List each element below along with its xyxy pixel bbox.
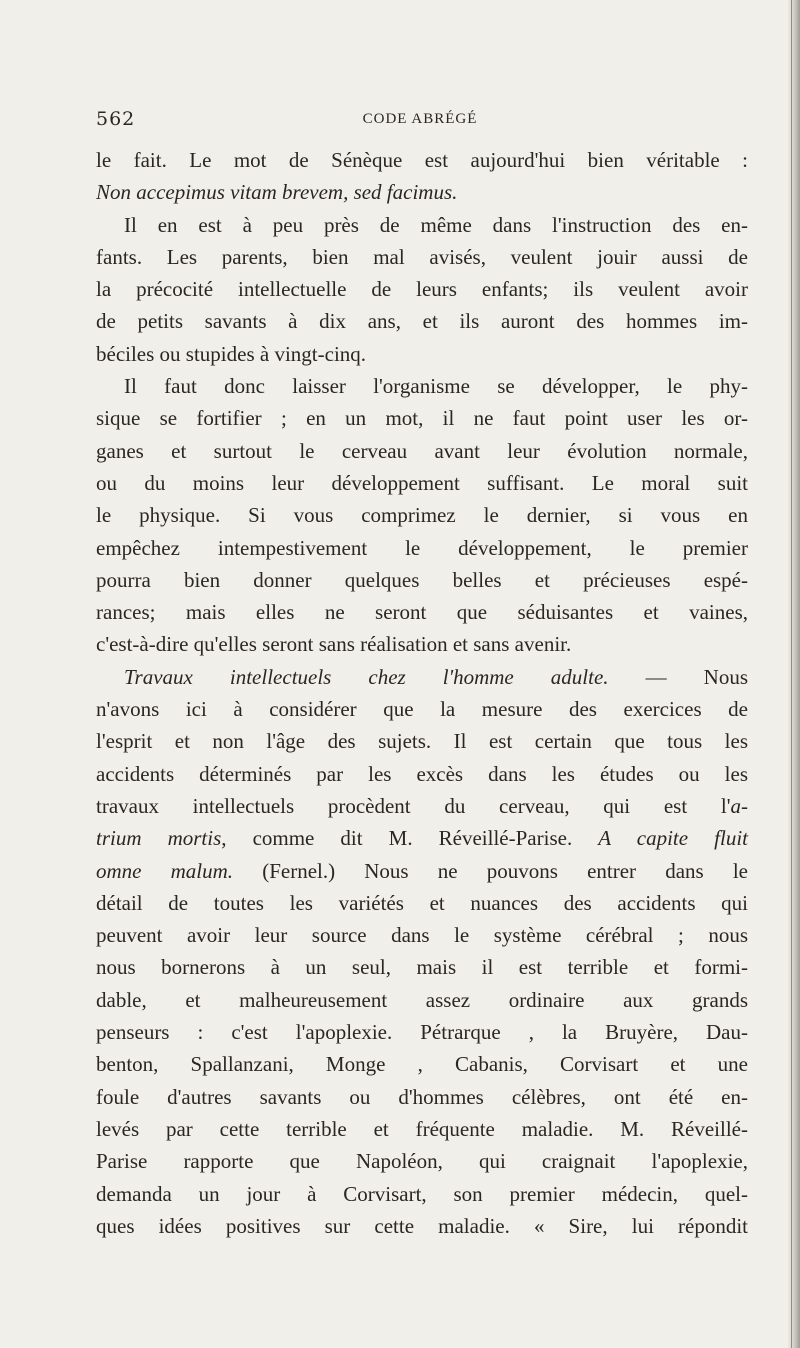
- latin-fragment: a-: [730, 793, 748, 818]
- text-line: accidents déterminés par les excès dans les études ou les: [96, 761, 748, 786]
- text-fragment: travaux intellectuels procèdent du cerveau, qui est l': [96, 793, 731, 818]
- text-line: benton, Spallanzani, Monge , Cabanis, Corvisart et une: [96, 1052, 748, 1077]
- latin-fragment: A capite fluit: [598, 826, 748, 851]
- latin-fragment: omne malum.: [96, 858, 234, 883]
- text-line: pourra bien donner quelques belles et précieuses espé-: [96, 567, 748, 592]
- text-line: nous bornerons à un seul, mais il est terrible et formi-: [96, 955, 748, 980]
- text-line: Parise rapporte que Napoléon, qui craignait l'apoplexie,: [96, 1149, 748, 1174]
- text-line: sique se fortifier ; en un mot, il ne faut point user les or-: [96, 406, 748, 431]
- text-line: ou du moins leur développement suffisant. Le moral suit: [96, 470, 748, 495]
- text-line: l'esprit et non l'âge des sujets. Il est certain que tous les: [96, 729, 748, 754]
- text-line: de petits savants à dix ans, et ils auront des hommes im-: [96, 309, 748, 334]
- body-text: [96, 144, 748, 1242]
- text-line: empêchez intempestivement le développement, le premier: [96, 535, 748, 560]
- latin-fragment: trium mortis: [96, 826, 222, 851]
- text-line: [96, 176, 748, 208]
- page-header: [96, 108, 744, 140]
- text-line: n'avons ici à considérer que la mesure des exercices de: [96, 697, 748, 722]
- text-fragment: (Fernel.) Nous ne pouvons entrer dans le: [233, 858, 748, 883]
- page-edge: [788, 0, 800, 1348]
- running-title: CODE ABRÉGÉ: [362, 111, 478, 127]
- text-line: penseurs : c'est l'apoplexie. Pétrarque , la Bruyère, Dau-: [96, 1020, 748, 1045]
- text-line: levés par cette terrible et fréquente maladie. M. Réveillé-: [96, 1116, 748, 1141]
- text-line: ques idées positives sur cette maladie. « Sire, lui répondit: [96, 1213, 748, 1238]
- text-line: ganes et surtout le cerveau avant leur évolution normale,: [96, 438, 748, 463]
- section-heading-line: [96, 661, 748, 693]
- text-fragment: — Nous: [608, 664, 748, 689]
- text-line: [96, 855, 748, 887]
- text-line: demanda un jour à Corvisart, son premier médecin, quel-: [96, 1181, 748, 1206]
- page-edge-line: [791, 0, 792, 1348]
- text-line: le fait. Le mot de Sénèque est aujourd'hui bien véritable :: [96, 148, 748, 172]
- text-line: rances; mais elles ne seront que séduisantes et vaines,: [96, 600, 748, 625]
- text-line: la précocité intellectuelle de leurs enfants; ils veulent avoir: [96, 277, 748, 302]
- text-line: foule d'autres savants ou d'hommes célèbres, ont été en-: [96, 1084, 748, 1109]
- text-line: détail de toutes les variétés et nuances des accidents qui: [96, 890, 748, 915]
- section-heading: Travaux intellectuels chez l'homme adulte.: [124, 664, 609, 689]
- text-line: [96, 822, 748, 854]
- text-line: Il faut donc laisser l'organisme se développer, le phy-: [124, 374, 748, 399]
- text-line: Il en est à peu près de même dans l'instruction des en-: [124, 212, 748, 237]
- text-line: dable, et malheureusement assez ordinaire aux grands: [96, 987, 748, 1012]
- text-line: le physique. Si vous comprimez le dernier, si vous en: [96, 503, 748, 528]
- latin-quote: Non accepimus vitam brevem, sed facimus.: [96, 180, 458, 205]
- text-line: béciles ou stupides à vingt-cinq.: [96, 341, 367, 366]
- text-line: c'est-à-dire qu'elles seront sans réalisation et sans avenir.: [96, 632, 572, 657]
- page-number: 562: [96, 108, 136, 130]
- text-line: peuvent avoir leur source dans le système cérébral ; nous: [96, 923, 748, 948]
- text-line: fants. Les parents, bien mal avisés, veulent jouir aussi de: [96, 244, 748, 269]
- text-line: [96, 790, 748, 822]
- text-fragment: , comme dit M. Réveillé-Parise.: [221, 826, 599, 851]
